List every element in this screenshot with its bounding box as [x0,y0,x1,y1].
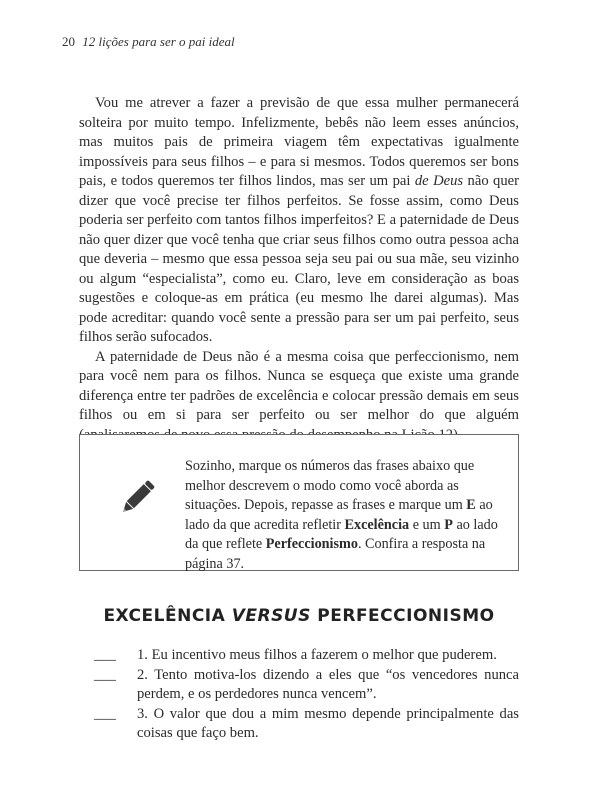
instr-3: ao lado da que acredita refletir [185,497,493,533]
section-title-versus: VERSUS [231,606,311,626]
exercise-box [79,434,519,571]
paragraph-1 [79,94,519,348]
instr-2: E [466,497,476,513]
instr-9: . Confira a resposta na página 37. [185,536,486,572]
answer-blank[interactable]: ___ [94,666,116,683]
list-item [94,646,519,666]
instr-1: Sozinho, marque os números das frases abaixo que melhor descrevem o modo como você aborda as situações. Depois, repasse as frases e marque um [185,458,475,513]
statement-list [94,646,519,744]
list-item [94,666,519,705]
statement-text: 1. Eu incentivo meus filhos a fazerem o melhor que puderem. [137,647,497,663]
instr-7: ao lado da que reflete [185,516,498,552]
instr-4: Excelência [344,516,410,533]
statement-text: 3. O valor que dou a mim mesmo depende principalmente das coisas que faço bem. [137,705,519,741]
paragraph-1-text-a: Vou me atrever a fazer a previsão de que essa mulher permanecerá solteira por muito tempo. Infelizmente, bebês não leem esses anúncios, mas muitos pais de primeira viagem têm expectativas igualmente impossíveis para seus filhos – e para si mesmos. Todos queremos ser bons pais, e todos queremos ter filhos lindos, mas ser um pai [79,95,519,189]
book-title: 12 lições para ser o pai ideal [82,34,235,49]
body-text [79,94,519,484]
list-item [94,705,519,744]
answer-blank[interactable]: ___ [94,705,116,722]
running-head [62,34,235,50]
paragraph-2 [79,348,519,446]
instr-6: P [444,516,453,533]
paragraph-2-text: A paternidade de Deus não é a mesma coisa que perfeccionismo, nem para você nem para os filhos. Nunca se esqueça que existe uma grande diferença entre ter padrões de excelência e colocar pressão demais em seus filhos ou em si para ser perfeito ou ser melhor do que alguém [79,348,519,423]
page-number: 20 [62,34,75,49]
statement-text: 2. Tento motiva-los dizendo a eles que “os vencedores nunca perdem, e os perdedores nunca vencem”. [137,666,519,702]
instr-8: Perfeccionismo [265,536,358,552]
exercise-instructions [185,457,500,574]
section-title [79,606,519,626]
paragraph-1-text-b: não quer dizer que você precise ter filhos perfeitos. Se fosse assim, como Deus poderia ser perfeito com tantos filhos imperfeitos? E a paternidade de Deus não quer dizer que você tenha que criar seus filhos como outra pessoa acha que deveria – mesmo que essa pessoa seja seu pai ou sua mãe, seu vizinho ou algum “especialista”, como eu. Claro, leve em consideração as boas sugestões e coloque-as em prática (eu mesmo lhe darei algumas). Mas pode acreditar: quando você sente a pressão para ser um pai perfeito, seus filhos serão sufocados. [79,173,519,345]
instr-5: e um [409,516,445,533]
paragraph-1-italic: de Deus [414,173,464,189]
section-title-part-3: PERFECCIONISMO [310,606,495,626]
section-title-part-1: EXCELÊNCIA [103,606,232,626]
answer-blank[interactable]: ___ [94,647,116,663]
pencil-icon [114,477,158,521]
